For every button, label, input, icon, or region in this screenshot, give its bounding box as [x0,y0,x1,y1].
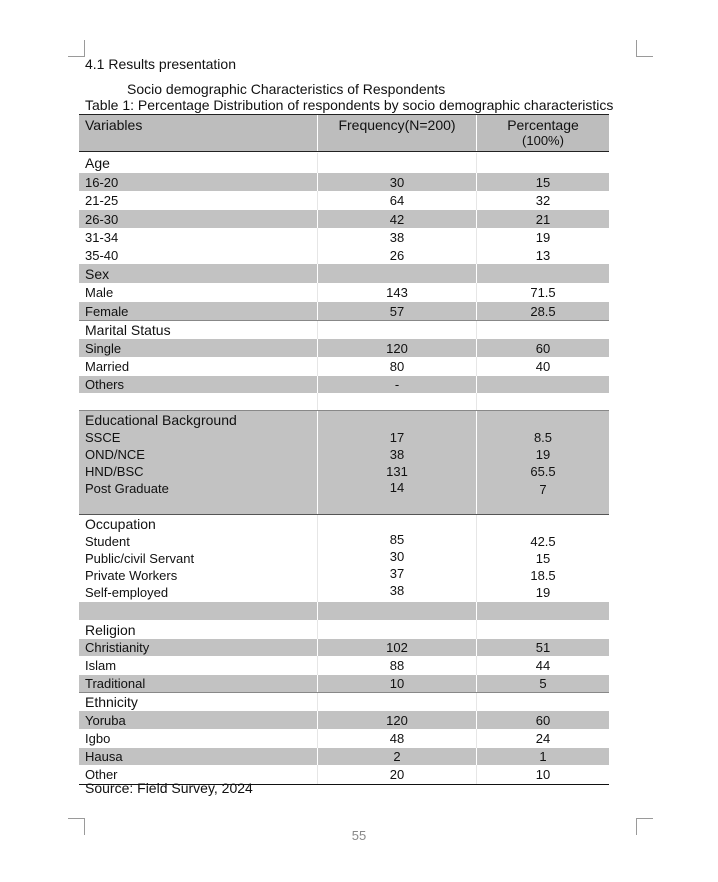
frequency-cell: 14 [389,480,405,495]
subheading: Socio demographic Characteristics of Respondents [127,81,446,97]
empty-cell [317,264,476,283]
percentage-cell: 19 [535,447,551,462]
education-labels [79,411,317,514]
table-row [79,173,609,191]
variable-cell: Post Graduate [85,481,169,496]
variable-cell: Christianity [85,640,150,655]
variable-cell: Private Workers [85,568,178,583]
variable-cell: SSCE [85,430,121,445]
variable-cell: Hausa [85,749,123,764]
spacer-row [79,393,609,410]
percentage-cell: 40 [476,357,609,376]
table-row [79,302,609,320]
percentage-cell: 71.5 [476,283,609,302]
table-row [79,357,609,376]
percentage-cell: 42.5 [530,534,556,549]
table-header-row [79,114,609,152]
frequency-cell: 38 [317,228,476,246]
variable-cell: Traditional [85,676,146,691]
table-row [79,246,609,264]
spacer-row [79,602,609,620]
frequency-cell: 88 [317,656,476,675]
category-row-marital-status [79,320,609,339]
table-row [79,283,609,302]
variable-cell: Female [85,303,129,319]
percentage-cell: 32 [476,191,609,210]
table-row [79,210,609,228]
frequency-cell: 38 [389,447,405,462]
frequency-cell: - [317,376,476,393]
percentage-cell: 8.5 [533,430,553,445]
table-row [79,656,609,675]
frequency-cell: 102 [317,639,476,656]
header-frequency-label: Frequency(N=200) [338,117,456,133]
empty-cell [317,620,476,639]
frequency-cell: 2 [317,748,476,765]
header-percentage [476,115,609,151]
frequency-cell: 48 [317,729,476,748]
occupation-percentages [476,515,609,602]
empty-cell [476,620,609,639]
category-row-ethnicity [79,692,609,711]
table-row [79,376,609,393]
percentage-cell: 60 [476,339,609,357]
variable-cell: Married [85,359,130,374]
variable-cell: HND/BSC [85,464,144,479]
frequency-cell: 26 [317,246,476,264]
demographics-table [79,114,609,785]
frequency-cell: 64 [317,191,476,210]
crop-mark-top-right [636,40,653,57]
percentage-cell: 19 [535,585,551,600]
variable-cell: Igbo [85,731,111,746]
frequency-cell: 42 [317,210,476,228]
variable-cell: 16-20 [85,174,119,190]
table-row [79,711,609,729]
empty-cell [79,602,317,620]
percentage-cell: 24 [476,729,609,748]
empty-cell [317,153,476,173]
percentage-cell: 10 [476,765,609,784]
percentage-cell: 18.5 [530,568,556,583]
frequency-cell: 80 [317,357,476,376]
table-source: Source: Field Survey, 2024 [85,780,253,796]
empty-cell [476,393,609,410]
education-frequencies [317,411,476,514]
variable-cell: Other [85,767,118,782]
percentage-cell: 28.5 [476,302,609,320]
frequency-cell: 38 [389,583,405,598]
variable-cell: 26-30 [85,211,119,227]
variable-cell: Public/civil Servant [85,551,195,566]
table-row [79,729,609,748]
category-label: Educational Background [85,412,237,428]
header-percentage-unit: (100%) [522,133,564,148]
occupation-block [79,514,609,602]
category-row-religion [79,620,609,639]
empty-cell [476,693,609,711]
variable-cell: 21-25 [85,193,119,208]
percentage-cell: 15 [535,551,551,566]
percentage-cell: 65.5 [530,464,556,479]
empty-cell [476,602,609,620]
education-percentages [476,411,609,514]
occupation-frequencies [317,515,476,602]
category-row-sex [79,264,609,283]
frequency-cell: 37 [389,566,405,581]
page-number: 55 [351,828,367,843]
percentage-cell: 7 [539,482,547,497]
variable-cell: Others [85,377,125,392]
percentage-cell [476,376,609,393]
percentage-cell: 19 [476,228,609,246]
table-row [79,228,609,246]
percentage-cell: 44 [476,656,609,675]
empty-cell [476,321,609,339]
header-variables: Variables [85,117,143,133]
frequency-cell: 17 [389,430,405,445]
header-percentage-label: Percentage [507,117,579,133]
table-row [79,339,609,357]
category-label: Marital Status [85,322,171,338]
empty-cell [476,153,609,173]
frequency-cell: 10 [317,675,476,692]
category-row-age [79,153,609,173]
education-block [79,410,609,514]
category-label: Occupation [85,516,156,532]
empty-cell [317,393,476,410]
variable-cell: Male [85,285,114,300]
category-label: Ethnicity [85,694,138,710]
frequency-cell: 30 [389,549,405,564]
table-row [79,675,609,692]
category-label: Sex [85,265,110,282]
header-frequency [317,115,476,151]
empty-cell [317,693,476,711]
table-row [79,748,609,765]
frequency-cell: 131 [386,464,408,479]
frequency-cell: 57 [317,302,476,320]
frequency-cell: 30 [317,173,476,191]
table-title: Table 1: Percentage Distribution of respondents by socio demographic characteristics [85,97,614,113]
variable-cell: Student [85,534,130,549]
empty-cell [79,393,317,410]
percentage-cell: 5 [476,675,609,692]
percentage-cell: 1 [476,748,609,765]
variable-cell: Islam [85,658,117,673]
variable-cell: 35-40 [85,247,119,263]
variable-cell: 31-34 [85,229,119,245]
empty-cell [317,602,476,620]
section-heading: 4.1 Results presentation [85,56,236,72]
table-row [79,639,609,656]
frequency-cell: 120 [317,711,476,729]
frequency-cell: 120 [317,339,476,357]
category-label: Religion [85,621,136,638]
frequency-cell: 20 [317,765,476,784]
table-row [79,191,609,210]
crop-mark-top-left [68,40,85,57]
percentage-cell: 60 [476,711,609,729]
percentage-cell: 21 [476,210,609,228]
variable-cell: OND/NCE [85,447,145,462]
percentage-cell: 13 [476,246,609,264]
frequency-cell: 143 [317,283,476,302]
category-label: Age [85,155,110,171]
variable-cell: Self-employed [85,585,169,600]
variable-cell: Yoruba [85,712,126,728]
empty-cell [476,264,609,283]
empty-cell [317,321,476,339]
frequency-cell: 85 [389,532,405,547]
variable-cell: Single [85,340,122,356]
occupation-labels [79,515,317,602]
percentage-cell: 51 [476,639,609,656]
percentage-cell: 15 [476,173,609,191]
